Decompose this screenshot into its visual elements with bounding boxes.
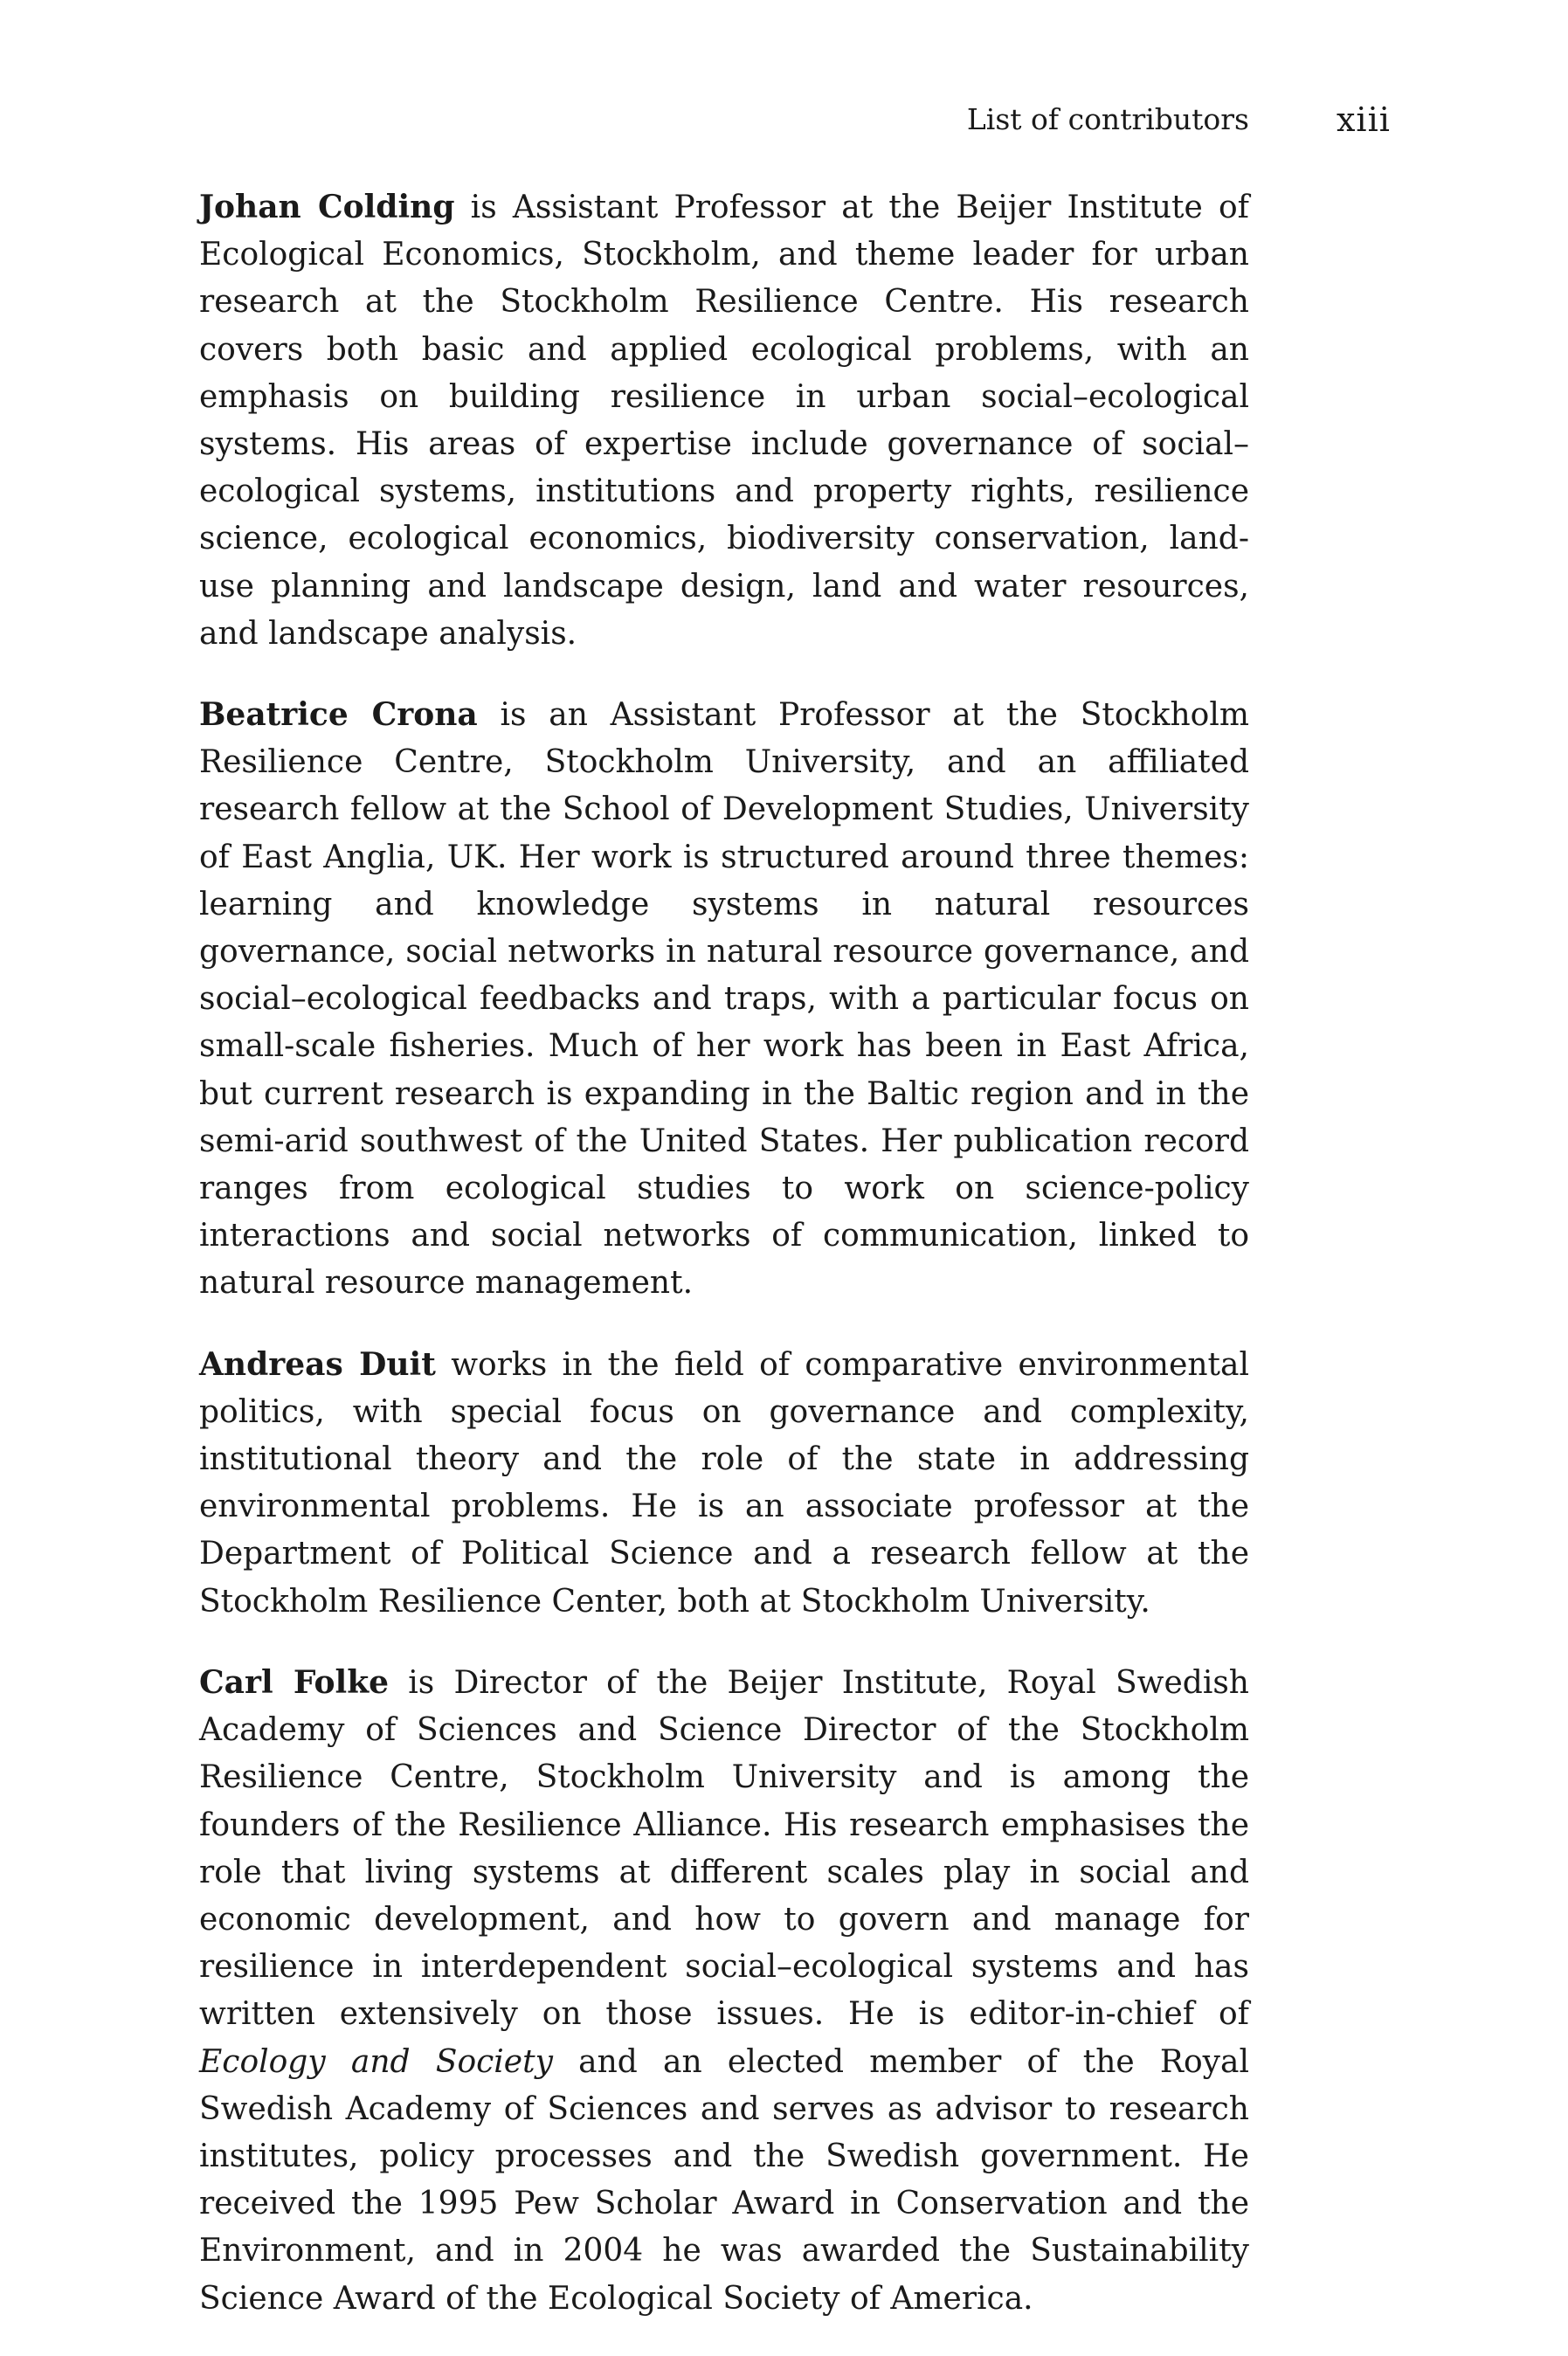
- contributor-bio: is an Assistant Professor at the Stockholm Resilience Centre, Stockholm University, and an affiliated research fellow at the School of Development Studies, University of East Anglia, UK. Her work is structured around three themes: learning and knowledge systems in natural resources governance, social networks in natural resource governance, and social–ecological feedbacks and traps, with a particular focus on small-scale fisheries. Much of her work has been in East Africa, but current research is expanding in the Baltic region and in the semi-arid southwest of the United States. Her publication record ranges from ecological studies to work on science-policy interactions and social networks of communication, linked to natural resource management.: [199, 697, 1250, 1302]
- contributor-entry: [199, 183, 1249, 658]
- contributors-list: [199, 183, 1249, 2356]
- journal-title: Ecology and Society: [199, 2043, 553, 2080]
- running-head: [0, 98, 1568, 142]
- contributor-entry: [199, 691, 1249, 1308]
- contributor-bio: is Director of the Beijer Institute, Royal Swedish Academy of Sciences and Science Director of the Stockholm Resilience Centre, Stockholm University and is among the founders of the Resilience Alliance. His research emphasises the role that living systems at different scales play in social and economic development, and how to govern and manage for resilience in interdependent social–ecological systems and has written extensively on those issues. He is editor-in-chief of: [199, 1664, 1249, 2033]
- contributor-bio-continued: and an elected member of the Royal Swedish Academy of Sciences and serves as advisor to research institutes, policy processes and the Swedish government. He received the 1995 Pew Scholar Award in Conservation and the Environment, and in 2004 he was awarded the Sustainability Science Award of the Ecological Society of America.: [199, 2043, 1250, 2317]
- page-number: xiii: [1337, 100, 1391, 139]
- contributor-bio: works in the field of comparative environmental politics, with special focus on governance and complexity, institutional theory and the role of the state in addressing environmental problems. He is an associate professor at the Department of Political Science and a research fellow at the Stockholm Resilience Center, both at Stockholm University.: [199, 1346, 1249, 1620]
- contributor-name: Johan Colding: [199, 189, 455, 225]
- running-title: List of contributors: [966, 102, 1249, 136]
- contributor-name: Andreas Duit: [199, 1345, 436, 1383]
- contributor-entry: [199, 1341, 1249, 1626]
- contributor-name: Carl Folke: [199, 1663, 390, 1701]
- contributor-bio: is Assistant Professor at the Beijer Institute of Ecological Economics, Stockholm, and theme leader for urban research at the Stockholm Resilience Centre. His research covers both basic and applied ecological problems, with an emphasis on building resilience in urban social–ecological systems. His areas of expertise include governance of social–ecological systems, institutions and property rights, resilience science, ecological economics, biodiversity conservation, land-use planning and landscape design, land and water resources, and landscape analysis.: [199, 190, 1249, 652]
- contributor-entry: [199, 1659, 1249, 2323]
- contributor-name: Beatrice Crona: [199, 696, 478, 734]
